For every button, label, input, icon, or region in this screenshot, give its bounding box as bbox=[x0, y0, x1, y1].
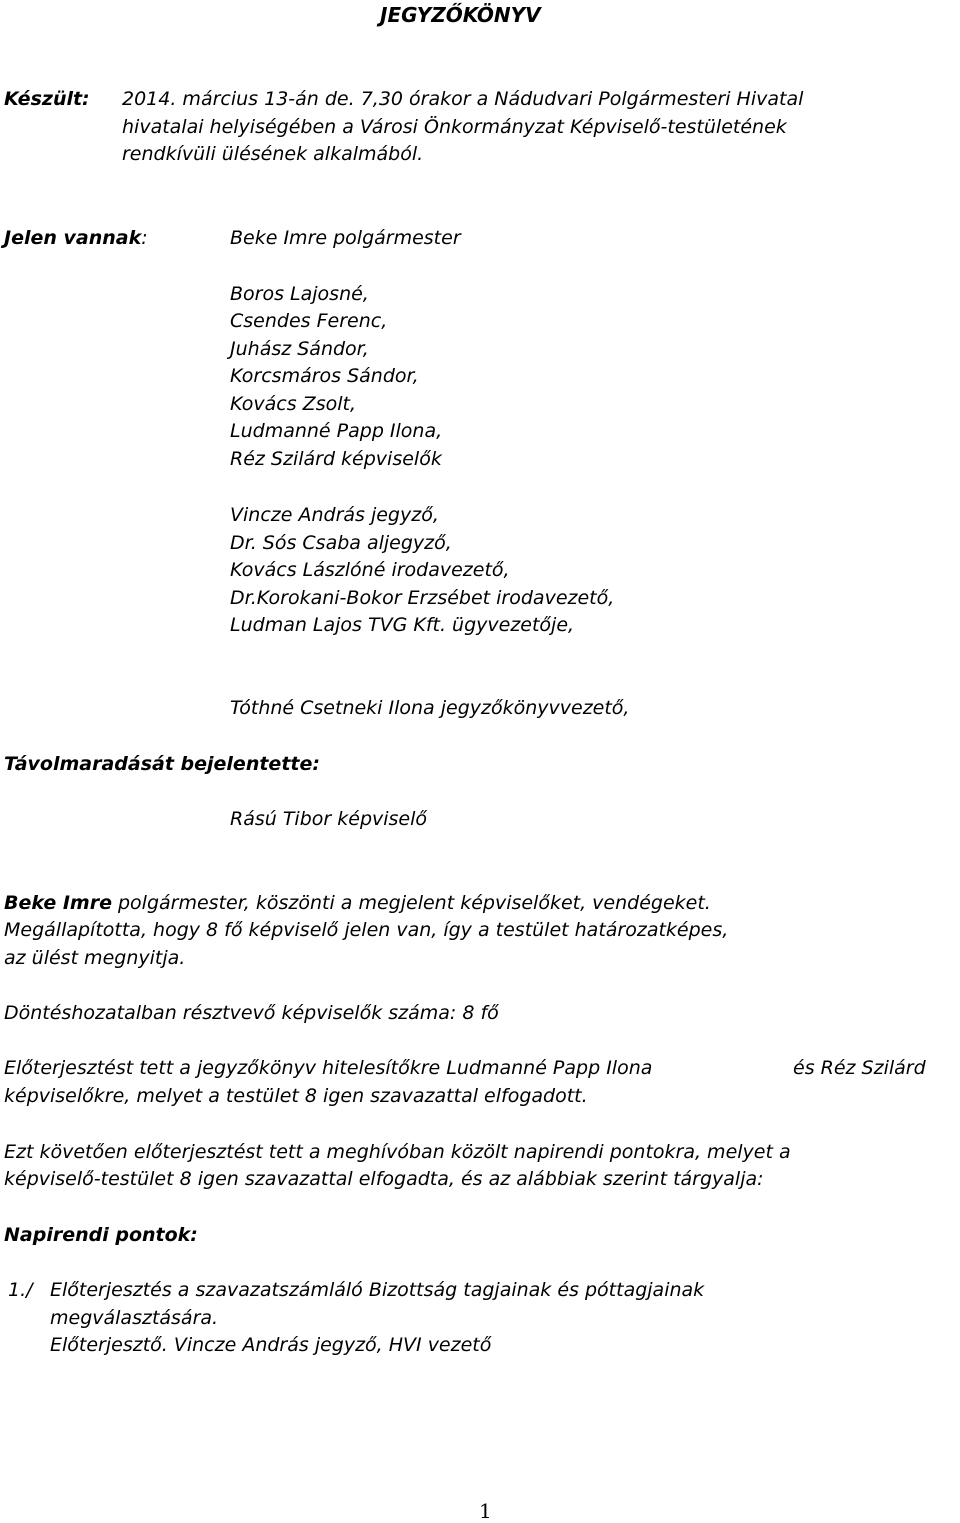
jelen-colon: : bbox=[141, 227, 148, 249]
minutes-taker: Tóthné Csetneki Ilona jegyzőkönyvvezető, bbox=[230, 697, 630, 719]
attendee-official: Dr.Korokani-Bokor Erzsébet irodavezető, bbox=[230, 587, 615, 609]
keszult-line: 2014. március 13-án de. 7,30 órakor a Nádudvari Polgármesteri Hivatal bbox=[122, 88, 804, 110]
keszult-line: rendkívüli ülésének alkalmából. bbox=[122, 143, 424, 165]
agenda-item-number: 1./ bbox=[8, 1279, 33, 1301]
attendee-member: Csendes Ferenc, bbox=[230, 310, 388, 332]
agenda-item-text: Előterjesztés a szavazatszámláló Bizottság tagjainak és póttagjainak bbox=[50, 1279, 705, 1301]
attendee-member: Juhász Sándor, bbox=[230, 338, 369, 360]
attendee-member: Kovács Zsolt, bbox=[230, 393, 356, 415]
attendee-official: Ludman Lajos TVG Kft. ügyvezetője, bbox=[230, 614, 575, 636]
agenda-heading: Napirendi pontok: bbox=[4, 1224, 198, 1246]
attendee-member: Ludmanné Papp Ilona, bbox=[230, 420, 443, 442]
agenda-item-presenter: Előterjesztő. Vincze András jegyző, HVI vezető bbox=[50, 1334, 492, 1356]
attendee-official: Dr. Sós Csaba aljegyző, bbox=[230, 532, 452, 554]
authenticators-line-end: és Réz Szilárd bbox=[793, 1057, 926, 1079]
opening-line bbox=[4, 890, 711, 916]
agenda-proposal: képviselő-testület 8 igen szavazattal elfogadta, és az alábbiak szerint tárgyalja: bbox=[4, 1168, 764, 1190]
absent-name: Rású Tibor képviselő bbox=[230, 808, 428, 830]
attendee-member: Boros Lajosné, bbox=[230, 283, 369, 305]
authenticators-line: Előterjesztést tett a jegyzőkönyv hitelesítőkre Ludmanné Papp Ilona bbox=[4, 1057, 653, 1079]
absent-label: Távolmaradását bejelentette: bbox=[4, 753, 320, 775]
authenticators-vote: képviselőkre, melyet a testület 8 igen szavazattal elfogadott. bbox=[4, 1085, 588, 1107]
agenda-item-text: megválasztására. bbox=[50, 1307, 219, 1329]
attendee-official: Kovács Lászlóné irodavezető, bbox=[230, 559, 510, 581]
attendee-member: Korcsmáros Sándor, bbox=[230, 365, 419, 387]
document-title: JEGYZŐKÖNYV bbox=[380, 3, 541, 27]
opening-text: polgármester, köszönti a megjelent képviselőket, vendégeket. bbox=[111, 892, 711, 914]
keszult-line: hivatalai helyiségében a Városi Önkormányzat Képviselő-testületének bbox=[122, 116, 787, 138]
voting-members-count: Döntéshozatalban résztvevő képviselők száma: 8 fő bbox=[4, 1002, 499, 1024]
quorum-line: Megállapította, hogy 8 fő képviselő jelen van, így a testület határozatképes, bbox=[4, 919, 729, 941]
attendee-mayor: Beke Imre polgármester bbox=[230, 227, 461, 249]
page-number: 1 bbox=[479, 1499, 492, 1523]
keszult-label: Készült: bbox=[4, 88, 90, 110]
jelen-heading bbox=[4, 225, 148, 251]
jelen-label: Jelen vannak bbox=[4, 227, 142, 249]
attendee-official: Vincze András jegyző, bbox=[230, 504, 439, 526]
agenda-proposal: Ezt követően előterjesztést tett a meghívóban közölt napirendi pontokra, melyet a bbox=[4, 1141, 791, 1163]
mayor-name: Beke Imre bbox=[4, 892, 112, 914]
quorum-line: az ülést megnyitja. bbox=[4, 947, 186, 969]
attendee-member: Réz Szilárd képviselők bbox=[230, 448, 442, 470]
